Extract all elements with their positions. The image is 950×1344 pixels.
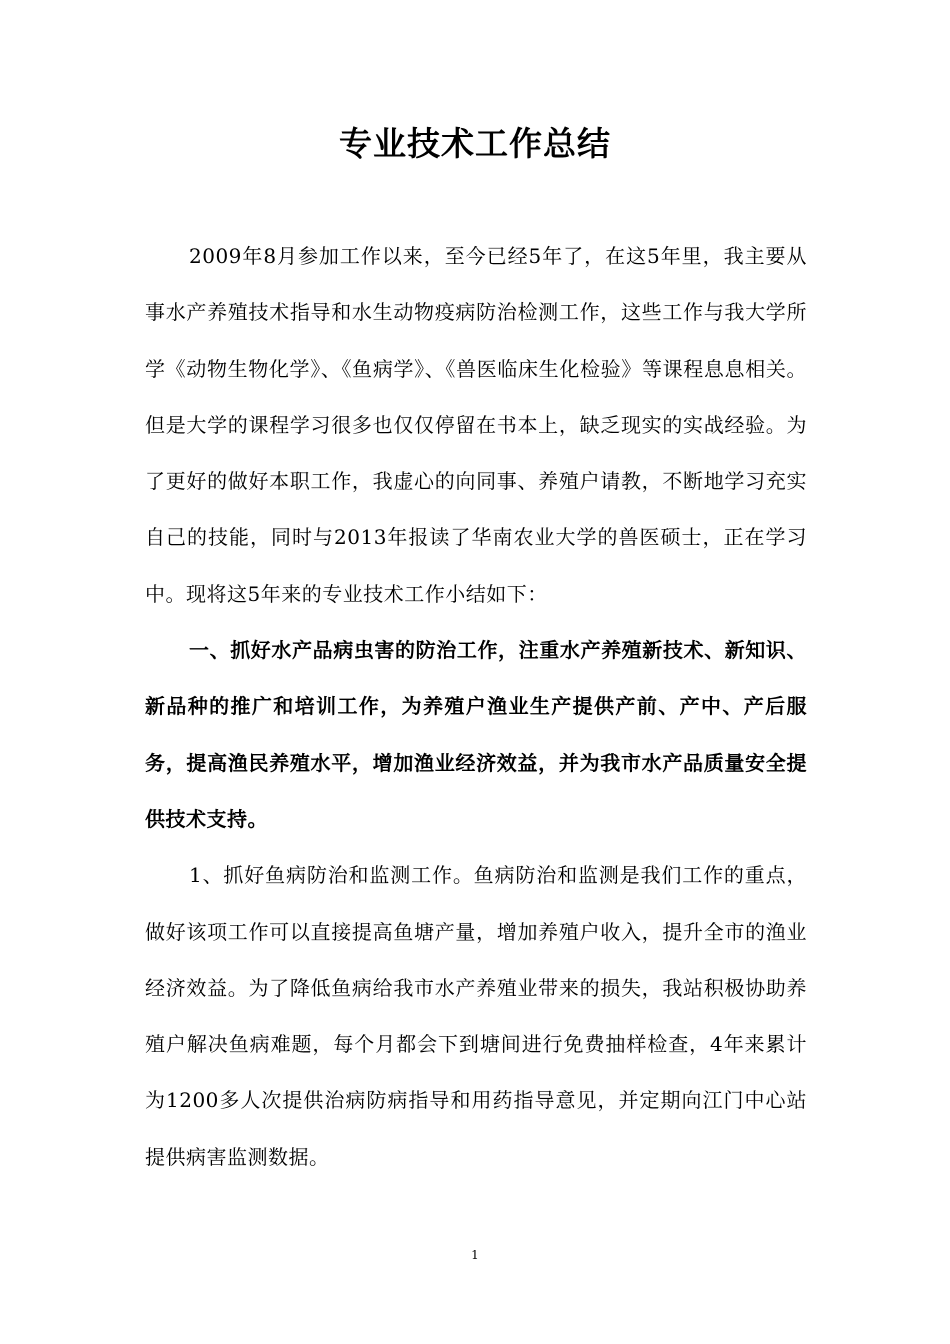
page-number: 1 <box>471 1248 479 1262</box>
paragraph-fish-disease: 1、抓好鱼病防治和监测工作。鱼病防治和监测是我们工作的重点，做好该项工作可以直接提高鱼塘产量，增加养殖户收入，提升全市的渔业经济效益。为了降低鱼病给我市水产养殖业带来的损失，我站积极协助养殖户解决鱼病难题，每个月都会下到塘间进行免费抽样检查，4年来累计为1200多人次提供治病防病指导和用药指导意见，并定期向江门中心站提供病害监测数据。 <box>145 863 807 1169</box>
document-body <box>145 228 807 1185</box>
paragraph-introduction: 2009年8月参加工作以来，至今已经5年了，在这5年里，我主要从事水产养殖技术指导和水生动物疫病防治检测工作，这些工作与我大学所学《动物生物化学》、《鱼病学》、《兽医临床生化检验》等课程息息相关。但是大学的课程学习很多也仅仅停留在书本上，缺乏现实的实战经验。为了更好的做好本职工作，我虚心的向同事、养殖户请教，不断地学习充实自己的技能，同时与2013年报读了华南农业大学的兽医硕士，正在学习中。现将这5年来的专业技术工作小结如下： <box>145 244 807 606</box>
paragraph-section-heading: 一、抓好水产品病虫害的防治工作，注重水产养殖新技术、新知识、新品种的推广和培训工作，为养殖户渔业生产提供产前、产中、产后服务，提高渔民养殖水平，增加渔业经济效益，并为我市水产品质量安全提供技术支持。 <box>145 638 807 831</box>
document-title: 专业技术工作总结 <box>339 124 611 163</box>
